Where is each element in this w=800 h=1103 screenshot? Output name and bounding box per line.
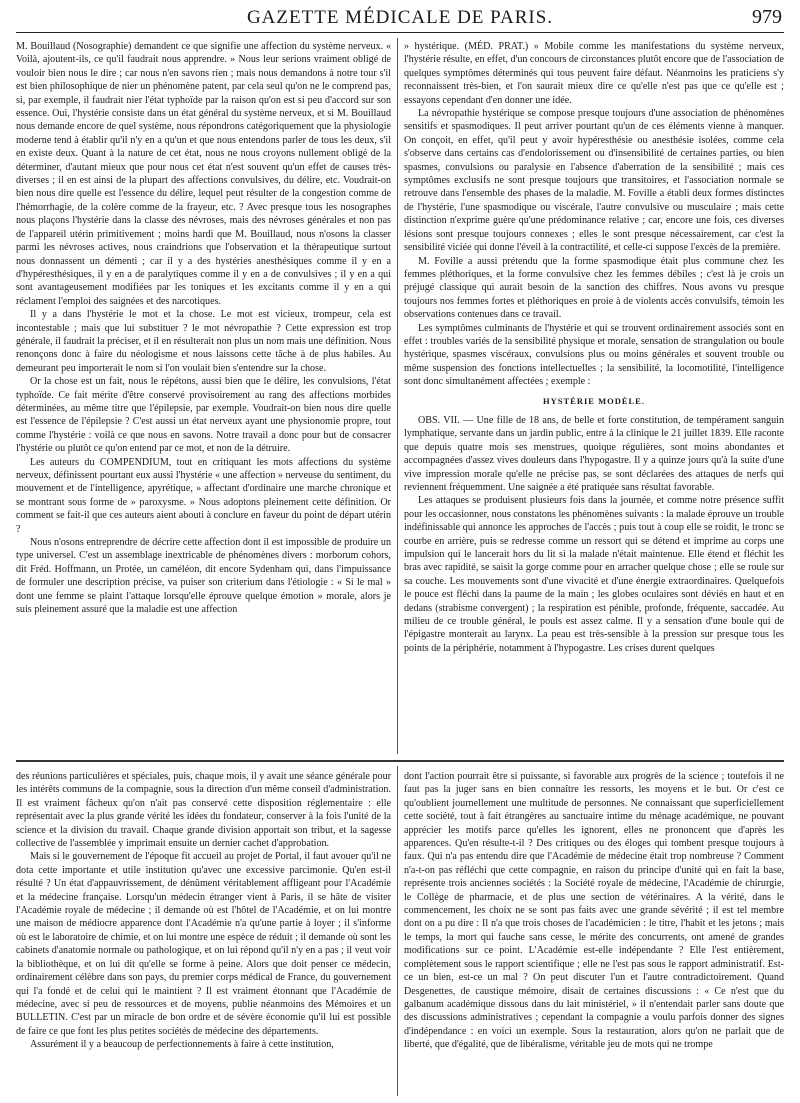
column-lower-left (16, 770, 391, 1096)
page-header (16, 6, 784, 33)
paragraph: » hystérique. (MÉD. PRAT.) » Mobile comme les manifestations du système nerveux, l'hystérie résulte, en effet, d'un concours de circonstances plutôt encore que de l'association de quelques symptômes déterminés qui tous peuvent faire défaut. Néanmoins les praticiens s'y reconnaissent très-bien, et l'on saurait mieux dire ce qu'elle n'est pas que ce qu'elle est ; essayons cependant d'en donner une idée. (404, 41, 784, 106)
column-upper-left (16, 40, 391, 750)
paragraph: Nous n'osons entreprendre de décrire cette affection dont il est impossible de produire un type universel. C'est un assemblage inextricable de phénomènes divers : morborum cohors, dit Fréd. Hoffmann, un Protée, un caméléon, dit encore Sydenham qui, dans l'impuissance de formuler une description précise, va puiser son criterium dans l'étiologie : « Si le mal » dont une femme se plaint l'attaque lorsqu'elle éprouve quelque émotion » morale, alors je suis pleinement assuré que la maladie est une affection (16, 537, 391, 616)
paragraph: Les attaques se produisent plusieurs fois dans la journée, et comme notre présence suffit pour les occasionner, nous constatons les phénomènes suivants : la malade éprouve un trouble indéfinissable qui annonce les approches de l'accès ; puis tout à coup elle se roidit, le tronc se courbe en arrière, puis se redresse comme un ressort qui se détend et imprime au corps une impulsion qui le lancerait hors du lit si la malade n'était maintenue. Elle étend et fléchit les bras avec rapidité, se saisit la gorge comme pour en arracher quelque chose ; elle se roule sur sa couche. Les mouvements sont d'une vivacité et d'une énergie extraordinaires. Quelquefois le pouce est fléchi dans la paume de la main ; les globes oculaires sont déviés en haut et en dedans (strabisme convergent) ; la respiration est pénible, profonde, fréquente, saccadée. Au milieu de ce trouble général, le pouls est assez calme. Il y a sensation d'une boule qui de l'épigastre monterait au larynx. La peau est très-sensible à la pression sur presque tous les points de la périphérie, notamment à l'hypogastre. Les crises durent quelques (404, 495, 784, 654)
paragraph: Assurément il y a beaucoup de perfectionnements à faire à cette institution, (30, 1039, 334, 1051)
paragraph: Or la chose est un fait, nous le répétons, aussi bien que le délire, les convulsions, l'état typhoïde. Ce fait mérite d'être conservé provisoirement au rang des affections morbides déterminées, au même titre que l'épilepsie, par exemple. Voudrait-on bien nous dire quelle est l'essence de l'épilepsie ? C'est aussi un état nerveux ayant une physionomie propre, tout comme l'hystérie : voilà ce que nous en savons. Notre travail a donc pour but de consacrer l'hystérie ou plutôt ce qu'on entend par ce mot, et non de la détruire. (16, 376, 391, 455)
paragraph: M. Foville a aussi prétendu que la forme spasmodique était plus commune chez les femmes pléthoriques, et la forme convulsive chez les femmes débiles ; c'est là je crois un préjugé classique qui aurait besoin de la sanction des chiffres. Nous avons vu presque toujours nos femmes fortes et pléthoriques en proie à de violents accès convulsifs, témoin les observations contenues dans ce travail. (404, 255, 784, 321)
section-heading: HYSTÉRIE MODÈLE. (543, 395, 645, 406)
column-upper-right (404, 40, 784, 750)
paragraph: Il y a dans l'hystérie le mot et la chose. Le mot est vicieux, trompeur, cela est incontestable ; mais que lui substituer ? le mot névropathie ? Cette expression est trop générale, il faudrait la préciser, et il en résulterait non plus un nom mais une définition. Nous renonçons donc à faire du néologisme et nous laissons cette tâche à de plus habiles. Au demeurant peu importerait le nom si l'on voulait bien s'entendre sur la chose. (16, 309, 391, 374)
paragraph: Les symptômes culminants de l'hystérie et qui se trouvent ordinairement associés sont en effet : troubles variés de la sensibilité physique et morale, sensation de strangulation ou boule hystérique, spasmes viscéraux, convulsions plus ou moins générales et souvent trouble ou même suspension des fonctions intellectuelles ; la sensibilité, la locomotilité, l'intelligence sont donc simultanément affectées ; exemple : (404, 322, 784, 388)
section-separator (16, 760, 784, 762)
paragraph: La névropathie hystérique se compose presque toujours d'une association de phénomènes sensitifs et spasmodiques. Il peut arriver pourtant qu'un de ces éléments vienne à manquer. On conçoit, en effet, qu'il peut y avoir hypéresthésie ou anesthésie isolées, comme cela s'observe dans certains cas d'endolorissement ou d'insensibilité de certaines parties, ou bien spasmes, convulsions ou paralysie en l'absence d'aberration de la sensibilité ; mais ces symptômes exclusifs ne sont presque toujours que transitoires, et l'association normale se retrouve dans l'ensemble des phases de la maladie. M. Foville a établi deux formes distinctes de l'hystérie, l'une spasmodique ou viscérale, l'autre convulsive ou musculaire ; mais cette distinction n'exprime guère qu'une prédominance relative ; car, encore une fois, ces diverses lésions sont presque toujours connexes ; elles le sont presque nécessairement, car c'est la sensibilité viciée qui donne l'éveil à la contractilité, et celle-ci suppose l'excès de la première. (404, 108, 784, 254)
paragraph: dont l'action pourrait être si puissante, si favorable aux progrès de la science ; toutefois il ne faut pas la juger sans en bien connaître les ressorts, les moyens et le but. Or c'est ce qu'oublient journellement une multitude de personnes. Ne connaissant que superficiellement cette société, tout à fait étrangères au sanctuaire intime du ménage académique, ne pouvant apprécier les motifs parce qu'elles les ignorent, elles ne prononcent que d'après les apparences. Qu'en résulte-t-il ? Des critiques ou des éloges qui tombent presque toujours à faux. Qui n'a pas entendu dire que l'Académie de médecine était trop nombreuse ? Comment n'a-t-on pas réfléchi que cette compagnie, en raison du principe d'unité qui en fait la base, représente trois anciennes sociétés : la Société royale de médecine, l'Académie de chirurgie, le Collège de pharmacie, et de plus une section de vétérinaires. A la vérité, dans le commencement, les choix ne se sont pas faits avec une grande sévérité ; il est tel membre dont on a pu dire : Il n'a que trois choses de l'académicien : le titre, l'habit et les jetons ; mais le temps, la mort qui fauche sans cesse, le mérite des concurrents, ont amené de grandes modifications sur ce point. L'Académie est-elle indépendante ? Elle l'est entièrement, complètement sous le rapport scientifique ; elle ne l'est pas sous le rapport administratif. Est-ce un bien, est-ce un mal ? On peut discuter l'un et l'autre contradictoirement. Quand Desgenettes, de caustique mémoire, disait de certaines discussions : « Ce n'est que du galbanum académique dissous dans du lait ministériel, » il n'entendait parler sans doute que des discussions administratives ; cependant la compagnie a voulu parfois donner des signes d'indépendance : en voici un exemple. Sous la restauration, alors qu'on ne parlait que de liberté, que d'égalité, que de libéralisme, véritable jeu de mots qui ne trompe (404, 771, 784, 1051)
column-divider (397, 766, 398, 1096)
column-lower-right (404, 770, 784, 1096)
paragraph: Mais si le gouvernement de l'époque fit accueil au projet de Portal, il faut avouer qu'il ne dota cette importante et utile institution qu'avec une excessive parcimonie. Qu'en est-il résulté ? Un état d'appauvrissement, de dénûment véritablement affligeant pour l'Académie et la médecine française. Lorsqu'un médecin étranger vient à Paris, il se hâte de visiter l'Académie royale de médecine ; il demande où est l'hôtel de l'Académie, et on lui montre une maison de médiocre apparence dont l'Académie n'a qu'une partie à loyer ; il s'informe où est le laboratoire de chimie, et on lui montre une espèce de réduit ; il demande où sont les cabinets d'anatomie normale ou pathologique, et on lui répond qu'il n'y en a pas ; il veut voir la bibliothèque, et on lui dit qu'elle se forme à peine. Alors que doit penser ce médecin, ordinairement célèbre dans son pays, du premier corps médical de France, du gouvernement qui l'a fondé et de celui qui le maintient ? Il est vraiment étonnant que l'Académie de médecine, avec si peu de ressources et de moyens, publie néanmoins des Mémoires et un BULLETIN. C'est par un miracle de bon ordre et de sévère économie qu'il lui est possible de faire ce que font les plus petites sociétés de médecine des départements. (16, 851, 391, 1037)
paragraph: M. Bouillaud (Nosographie) demandent ce que signifie une affection du système nerveux. « Voilà, ajoutent-ils, ce qu'il faudrait nous apprendre. » Nous leur serions vraiment obligé de vouloir bien nous le dire ; car nous n'en savons rien ; mais nous demandons à notre tour s'il est bien philosophique de nier un phénomène patent, par cela seul qu'on ne le comprend pas, si, par exemple, il faudrait nier l'état typhoïde par la raison qu'on est si peu d'accord sur son essence. Oui, l'hystérie consiste dans un état général du système nerveux, et si M. Bouillaud nous demande encore de quel système, nous répondrons catégoriquement que la physiologie moderne tend à établir qu'il n'y en a qu'un et que nous entendons parler de tous les deux, s'il en existe deux. Quant à la nature de cet état, nous ne nous croyons nullement obligé de la déterminer, d'autant mieux que pour nous cet état n'est souvent qu'un effet de causes très-diverses ; il en est ainsi de la plupart des affections convulsives, du délire, etc. Voudrait-on bien nous dire quelle est l'essence du délire, lequel peut résulter de la congestion comme de l'hémorrhagie, de la colère comme de la frayeur, etc. ? Avec presque tous les nosographes nous plaçons l'hystérie dans la classe des névroses, mais des névroses générales et non pas de l'appareil utérin primitivement ; moins hardi que M. Bouillaud, nous n'osons la classer parmi les névroses actives, nous craindrions que l'observation et la thérapeutique surtout nous donnassent un démenti ; car il y a des hystéries anesthésiques comme il y en a d'hypéresthésiques, il y en a de paralytiques comme il y en a de convulsives ; il y en a qui sont avantageusement modifiées par les toniques et les excitants comme il y en a qui réclament l'emploi des saignées et des narcotiques. (16, 41, 391, 307)
paragraph: Les auteurs du COMPENDIUM, tout en critiquant les mots affections du système nerveux, définissent pourtant eux aussi l'hystérie « une affection » nerveuse du sentiment, du mouvement et de l'intelligence, apyrétique, » affectant d'ordinaire une marche chronique et se montrant sous forme de » paroxysme. » Nous adoptons pleinement cette définition. Or comment se fait-il que ces auteurs aient abouti à conclure en faveur du point de départ utérin ? (16, 456, 391, 535)
journal-title: GAZETTE MÉDICALE DE PARIS. (246, 7, 554, 28)
column-divider (397, 38, 398, 754)
observation-paragraph: OBS. VII. — Une fille de 18 ans, de belle et forte constitution, de tempérament sanguin lymphatique, servante dans un jardin public, entre à la clinique le 21 juillet 1839. Elle raconte que depuis quatre mois ses menstrues, quoique régulières, sont moins abondantes et accompagnées d'assez vives douleurs dans l'hypogastre. Il y a quinze jours qu'à la suite d'une vive impression morale qu'elle ne précise pas, se sont déclarées des attaques de nerfs qui reviennent fréquemment. Une saignée a été pratiquée sans résultat favorable. (404, 414, 784, 493)
paragraph: des réunions particulières et spéciales, puis, chaque mois, il y avait une séance générale pour les intérêts communs de la compagnie, sous la direction d'un même conseil d'administration. Il est vraiment fâcheux qu'on n'ait pas conservé cette disposition réglementaire : elle représentait avec la plus grande vérité les idées du fondateur, conserver à la fois l'unité de la science et la division du travail. Chaque grande division apportait son tribut, et la sagesse collective de l'assemblée y imprimait ensuite un dernier cachet d'approbation. (16, 771, 391, 850)
page-number: 979 (752, 6, 782, 28)
